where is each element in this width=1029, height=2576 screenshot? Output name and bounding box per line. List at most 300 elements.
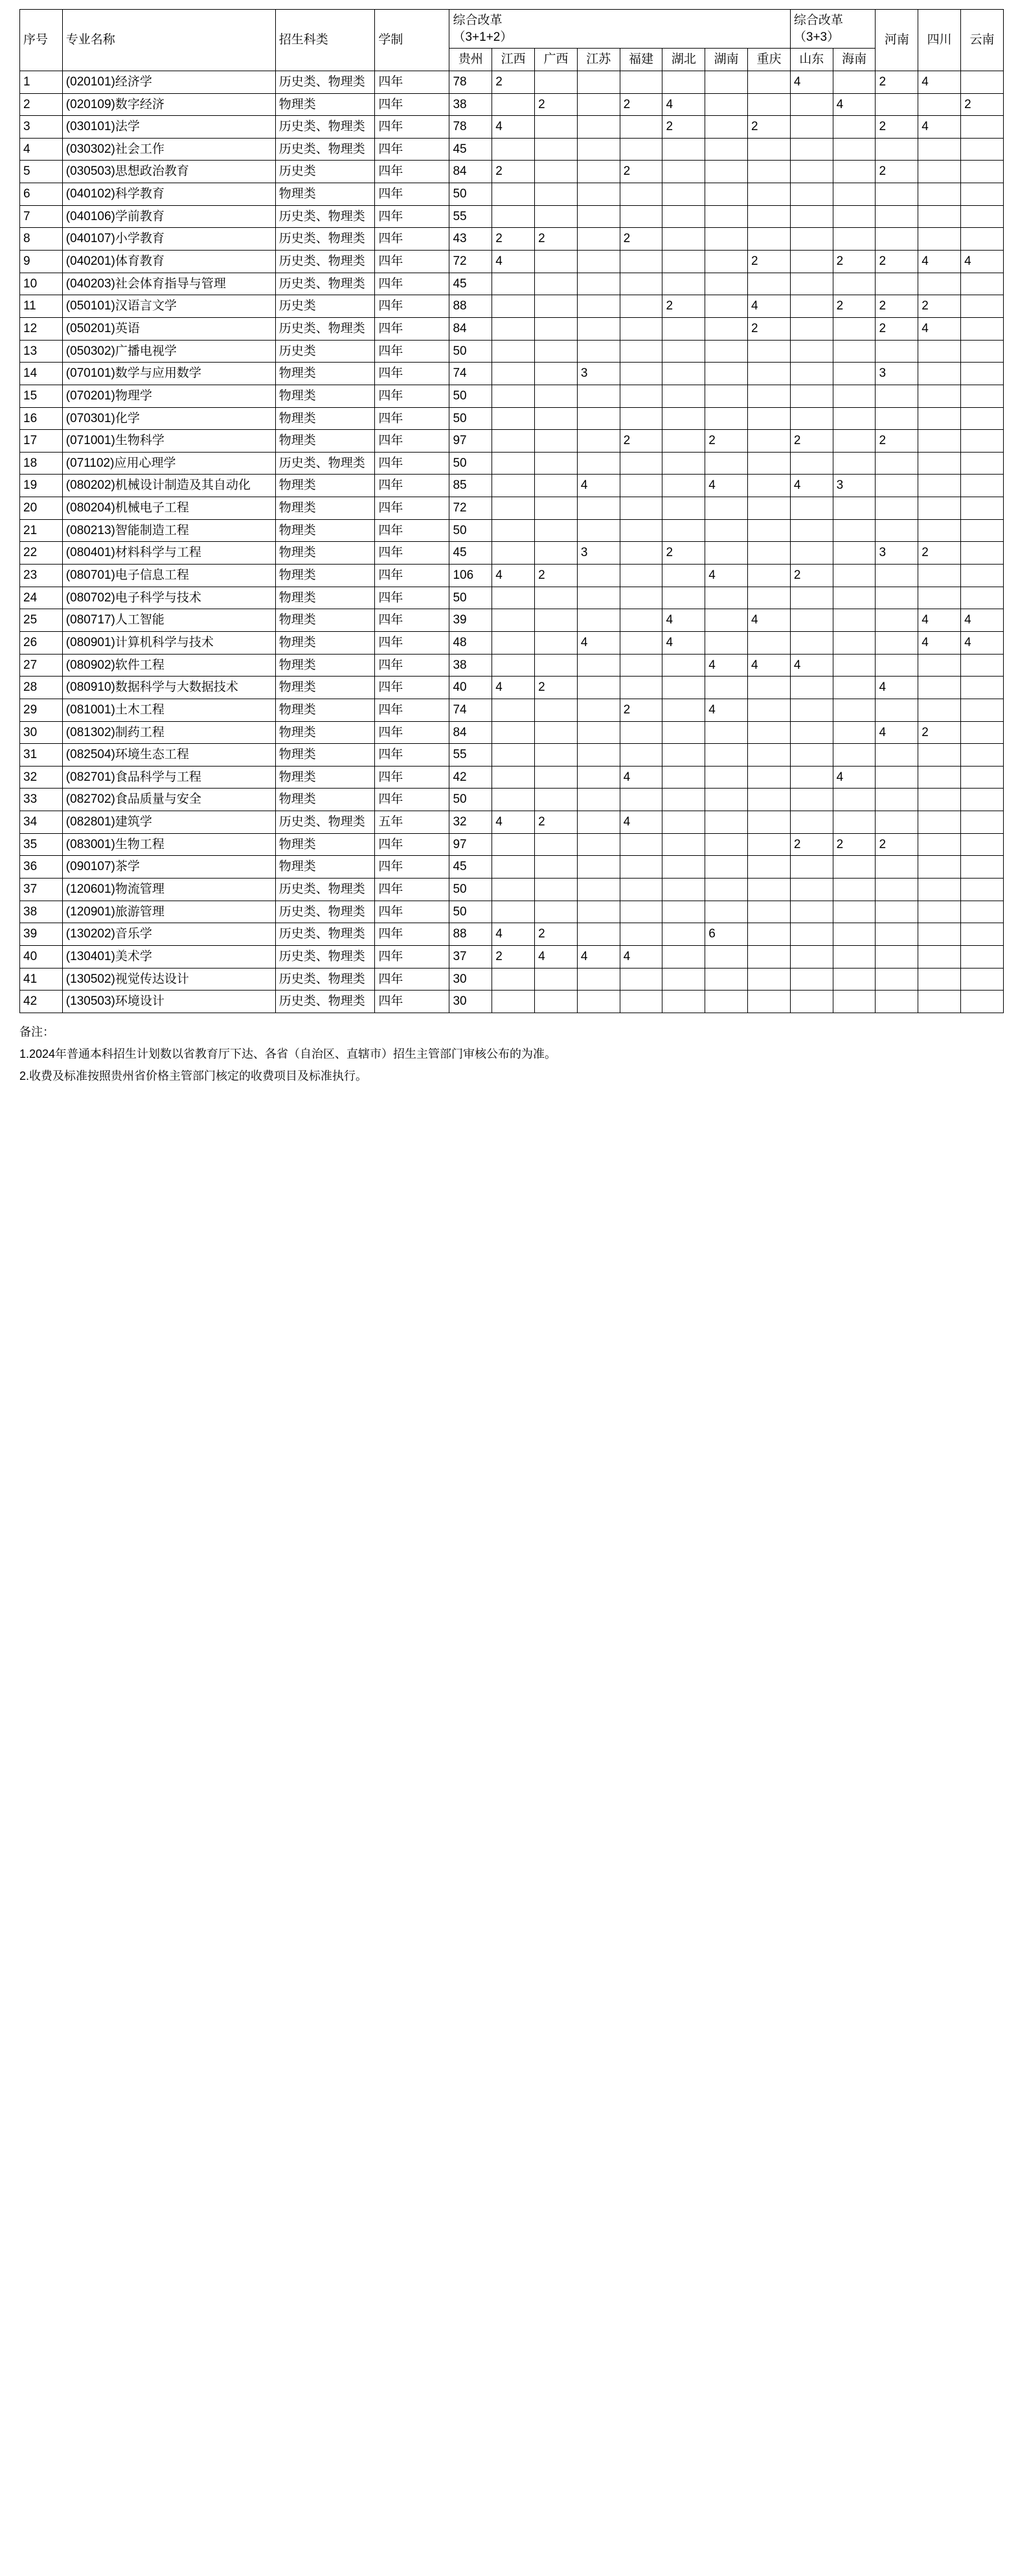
row-plan-guangxi bbox=[535, 856, 578, 879]
row-plan-yunnan bbox=[961, 856, 1004, 879]
row-plan-hainan bbox=[833, 811, 876, 834]
row-plan-henan bbox=[876, 587, 918, 609]
row-plan-sichuan bbox=[918, 340, 961, 363]
row-plan-fujian bbox=[620, 587, 662, 609]
row-plan-sichuan bbox=[918, 766, 961, 789]
row-plan-hubei bbox=[662, 340, 705, 363]
row-plan-yunnan bbox=[961, 340, 1004, 363]
row-plan-shandong bbox=[790, 856, 833, 879]
row-plan-guangxi bbox=[535, 363, 578, 385]
row-plan-guangxi bbox=[535, 789, 578, 811]
header-province-hunan: 湖南 bbox=[705, 49, 748, 71]
row-plan-hainan bbox=[833, 363, 876, 385]
row-plan-shandong bbox=[790, 273, 833, 295]
row-plan-hainan bbox=[833, 183, 876, 206]
header-province-guizhou: 贵州 bbox=[449, 49, 492, 71]
row-plan-jiangsu bbox=[577, 744, 620, 767]
row-plan-henan bbox=[876, 609, 918, 632]
row-plan-hubei bbox=[662, 430, 705, 453]
row-plan-jiangxi bbox=[492, 340, 535, 363]
row-plan-henan: 2 bbox=[876, 833, 918, 856]
row-plan-sichuan bbox=[918, 744, 961, 767]
row-plan-jiangxi bbox=[492, 609, 535, 632]
row-plan-hunan bbox=[705, 609, 748, 632]
row-years: 四年 bbox=[375, 452, 449, 475]
row-plan-guizhou: 50 bbox=[449, 452, 492, 475]
row-plan-hunan bbox=[705, 542, 748, 565]
row-plan-chongqing bbox=[748, 766, 791, 789]
row-plan-yunnan bbox=[961, 519, 1004, 542]
row-plan-hubei bbox=[662, 251, 705, 273]
row-plan-sichuan bbox=[918, 93, 961, 116]
row-plan-guizhou: 50 bbox=[449, 789, 492, 811]
row-plan-yunnan: 2 bbox=[961, 93, 1004, 116]
row-plan-yunnan bbox=[961, 766, 1004, 789]
row-plan-guangxi bbox=[535, 542, 578, 565]
row-seq: 41 bbox=[20, 968, 63, 991]
row-plan-jiangsu bbox=[577, 519, 620, 542]
row-years: 四年 bbox=[375, 587, 449, 609]
row-subject: 历史类 bbox=[275, 295, 375, 318]
row-plan-hainan bbox=[833, 923, 876, 946]
row-plan-hainan: 3 bbox=[833, 475, 876, 497]
table-row bbox=[20, 721, 1004, 744]
row-major: (080717)人工智能 bbox=[62, 609, 275, 632]
row-plan-yunnan: 4 bbox=[961, 609, 1004, 632]
row-plan-yunnan bbox=[961, 273, 1004, 295]
row-plan-yunnan bbox=[961, 587, 1004, 609]
row-plan-chongqing bbox=[748, 631, 791, 654]
row-plan-fujian bbox=[620, 363, 662, 385]
row-plan-hunan bbox=[705, 385, 748, 407]
row-subject: 物理类 bbox=[275, 93, 375, 116]
row-years: 四年 bbox=[375, 205, 449, 228]
row-plan-fujian: 2 bbox=[620, 161, 662, 183]
row-plan-jiangsu bbox=[577, 699, 620, 721]
row-seq: 29 bbox=[20, 699, 63, 721]
row-plan-guangxi bbox=[535, 699, 578, 721]
row-subject: 物理类 bbox=[275, 519, 375, 542]
row-plan-henan bbox=[876, 901, 918, 923]
table-row bbox=[20, 968, 1004, 991]
row-seq: 25 bbox=[20, 609, 63, 632]
row-plan-guizhou: 32 bbox=[449, 811, 492, 834]
row-plan-sichuan bbox=[918, 811, 961, 834]
table-row bbox=[20, 317, 1004, 340]
row-plan-shandong bbox=[790, 811, 833, 834]
row-subject: 历史类、物理类 bbox=[275, 811, 375, 834]
row-seq: 21 bbox=[20, 519, 63, 542]
row-plan-chongqing bbox=[748, 519, 791, 542]
header-group-33 bbox=[790, 10, 876, 49]
row-plan-jiangxi bbox=[492, 273, 535, 295]
row-plan-hunan bbox=[705, 968, 748, 991]
row-plan-yunnan bbox=[961, 363, 1004, 385]
row-plan-hainan bbox=[833, 587, 876, 609]
table-row bbox=[20, 340, 1004, 363]
row-years: 四年 bbox=[375, 945, 449, 968]
row-plan-yunnan bbox=[961, 295, 1004, 318]
table-row bbox=[20, 251, 1004, 273]
row-plan-chongqing: 2 bbox=[748, 251, 791, 273]
row-plan-fujian bbox=[620, 856, 662, 879]
row-plan-jiangsu bbox=[577, 430, 620, 453]
row-plan-chongqing bbox=[748, 991, 791, 1013]
row-plan-chongqing bbox=[748, 205, 791, 228]
row-plan-shandong: 2 bbox=[790, 833, 833, 856]
row-major: (040102)科学教育 bbox=[62, 183, 275, 206]
row-plan-sichuan: 4 bbox=[918, 116, 961, 139]
row-subject: 历史类 bbox=[275, 161, 375, 183]
row-seq: 9 bbox=[20, 251, 63, 273]
row-plan-hubei bbox=[662, 138, 705, 161]
row-plan-jiangsu bbox=[577, 609, 620, 632]
row-plan-jiangxi bbox=[492, 183, 535, 206]
row-plan-hainan bbox=[833, 205, 876, 228]
row-plan-jiangsu bbox=[577, 228, 620, 251]
row-plan-sichuan bbox=[918, 183, 961, 206]
table-row bbox=[20, 923, 1004, 946]
row-plan-chongqing bbox=[748, 430, 791, 453]
row-plan-hubei bbox=[662, 565, 705, 587]
row-plan-henan: 4 bbox=[876, 677, 918, 699]
table-row bbox=[20, 519, 1004, 542]
row-plan-shandong: 2 bbox=[790, 430, 833, 453]
row-plan-shandong bbox=[790, 968, 833, 991]
row-plan-hubei: 4 bbox=[662, 93, 705, 116]
row-plan-yunnan bbox=[961, 452, 1004, 475]
row-plan-henan bbox=[876, 699, 918, 721]
row-plan-hunan bbox=[705, 205, 748, 228]
row-plan-guizhou: 55 bbox=[449, 744, 492, 767]
row-plan-chongqing bbox=[748, 945, 791, 968]
row-years: 四年 bbox=[375, 430, 449, 453]
row-major: (040201)体育教育 bbox=[62, 251, 275, 273]
row-plan-hunan bbox=[705, 116, 748, 139]
row-plan-yunnan bbox=[961, 430, 1004, 453]
row-plan-hunan bbox=[705, 183, 748, 206]
row-plan-guizhou: 84 bbox=[449, 161, 492, 183]
row-years: 四年 bbox=[375, 116, 449, 139]
row-plan-sichuan bbox=[918, 205, 961, 228]
row-major: (020109)数字经济 bbox=[62, 93, 275, 116]
row-plan-jiangxi bbox=[492, 205, 535, 228]
row-plan-jiangxi bbox=[492, 385, 535, 407]
row-major: (050101)汉语言文学 bbox=[62, 295, 275, 318]
row-plan-guizhou: 45 bbox=[449, 273, 492, 295]
row-plan-hainan bbox=[833, 565, 876, 587]
table-row bbox=[20, 609, 1004, 632]
row-plan-henan: 4 bbox=[876, 721, 918, 744]
header-province-jiangsu: 江苏 bbox=[577, 49, 620, 71]
row-years: 四年 bbox=[375, 565, 449, 587]
row-plan-sichuan: 2 bbox=[918, 721, 961, 744]
row-plan-yunnan: 4 bbox=[961, 251, 1004, 273]
row-plan-hunan bbox=[705, 71, 748, 93]
row-plan-shandong bbox=[790, 228, 833, 251]
row-plan-jiangsu bbox=[577, 295, 620, 318]
row-years: 四年 bbox=[375, 744, 449, 767]
notes-block bbox=[19, 1021, 1029, 1088]
row-major: (080902)软件工程 bbox=[62, 654, 275, 677]
row-plan-henan bbox=[876, 407, 918, 430]
row-subject: 历史类、物理类 bbox=[275, 71, 375, 93]
table-row bbox=[20, 945, 1004, 968]
row-plan-hainan: 2 bbox=[833, 295, 876, 318]
row-seq: 27 bbox=[20, 654, 63, 677]
row-plan-guangxi bbox=[535, 721, 578, 744]
row-plan-sichuan bbox=[918, 519, 961, 542]
row-plan-fujian bbox=[620, 295, 662, 318]
notes-title: 备注： bbox=[19, 1025, 54, 1038]
row-plan-guangxi bbox=[535, 251, 578, 273]
row-years: 四年 bbox=[375, 923, 449, 946]
row-years: 四年 bbox=[375, 273, 449, 295]
row-plan-guangxi bbox=[535, 631, 578, 654]
row-seq: 32 bbox=[20, 766, 63, 789]
row-plan-guangxi bbox=[535, 833, 578, 856]
row-plan-yunnan bbox=[961, 833, 1004, 856]
row-plan-sichuan bbox=[918, 587, 961, 609]
row-plan-hunan bbox=[705, 452, 748, 475]
row-plan-jiangxi bbox=[492, 497, 535, 520]
row-plan-henan: 2 bbox=[876, 430, 918, 453]
table-body bbox=[20, 71, 1004, 1013]
row-plan-yunnan bbox=[961, 317, 1004, 340]
row-plan-henan bbox=[876, 565, 918, 587]
row-plan-guizhou: 30 bbox=[449, 968, 492, 991]
row-plan-hunan bbox=[705, 587, 748, 609]
table-row bbox=[20, 228, 1004, 251]
row-major: (082801)建筑学 bbox=[62, 811, 275, 834]
row-plan-hunan bbox=[705, 991, 748, 1013]
row-subject: 历史类、物理类 bbox=[275, 228, 375, 251]
row-major: (030101)法学 bbox=[62, 116, 275, 139]
row-plan-sichuan bbox=[918, 138, 961, 161]
row-plan-fujian bbox=[620, 789, 662, 811]
row-plan-chongqing bbox=[748, 923, 791, 946]
row-plan-fujian bbox=[620, 251, 662, 273]
row-plan-guangxi bbox=[535, 609, 578, 632]
row-plan-sichuan: 4 bbox=[918, 631, 961, 654]
row-plan-hainan: 4 bbox=[833, 766, 876, 789]
header-row-1 bbox=[20, 10, 1004, 49]
row-plan-jiangxi bbox=[492, 766, 535, 789]
row-plan-yunnan bbox=[961, 407, 1004, 430]
row-plan-yunnan bbox=[961, 968, 1004, 991]
row-plan-jiangsu bbox=[577, 811, 620, 834]
row-plan-hainan bbox=[833, 497, 876, 520]
row-plan-guangxi bbox=[535, 744, 578, 767]
row-subject: 物理类 bbox=[275, 654, 375, 677]
row-plan-guangxi: 2 bbox=[535, 93, 578, 116]
row-major: (050201)英语 bbox=[62, 317, 275, 340]
row-plan-shandong bbox=[790, 789, 833, 811]
row-plan-guangxi bbox=[535, 991, 578, 1013]
row-plan-yunnan bbox=[961, 811, 1004, 834]
row-major: (040203)社会体育指导与管理 bbox=[62, 273, 275, 295]
row-plan-henan bbox=[876, 205, 918, 228]
row-subject: 历史类、物理类 bbox=[275, 901, 375, 923]
row-major: (020101)经济学 bbox=[62, 71, 275, 93]
table-header bbox=[20, 10, 1004, 71]
table-row bbox=[20, 385, 1004, 407]
row-plan-fujian: 4 bbox=[620, 766, 662, 789]
row-plan-guangxi: 2 bbox=[535, 811, 578, 834]
row-major: (080213)智能制造工程 bbox=[62, 519, 275, 542]
row-plan-fujian bbox=[620, 475, 662, 497]
row-plan-sichuan bbox=[918, 654, 961, 677]
row-plan-chongqing: 4 bbox=[748, 654, 791, 677]
row-plan-chongqing bbox=[748, 407, 791, 430]
header-group-33-line2: （3+3） bbox=[793, 30, 840, 44]
row-plan-hunan bbox=[705, 856, 748, 879]
row-plan-henan bbox=[876, 138, 918, 161]
row-plan-hubei bbox=[662, 519, 705, 542]
row-plan-jiangsu bbox=[577, 856, 620, 879]
row-plan-chongqing bbox=[748, 385, 791, 407]
row-plan-chongqing bbox=[748, 161, 791, 183]
row-plan-sichuan bbox=[918, 273, 961, 295]
row-plan-jiangsu bbox=[577, 789, 620, 811]
row-plan-yunnan: 4 bbox=[961, 631, 1004, 654]
row-plan-shandong: 4 bbox=[790, 654, 833, 677]
row-plan-shandong bbox=[790, 317, 833, 340]
header-province-sichuan: 四川 bbox=[918, 10, 961, 71]
row-plan-jiangxi: 4 bbox=[492, 251, 535, 273]
row-plan-fujian bbox=[620, 452, 662, 475]
row-plan-sichuan bbox=[918, 430, 961, 453]
row-plan-guangxi bbox=[535, 968, 578, 991]
row-plan-hainan bbox=[833, 519, 876, 542]
notes-line-1: 1.2024年普通本科招生计划数以省教育厅下达、各省（自治区、直辖市）招生主管部门审核公布的为准。 bbox=[19, 1047, 557, 1061]
admission-plan-page bbox=[0, 9, 1029, 1087]
row-plan-guangxi bbox=[535, 901, 578, 923]
row-plan-hainan bbox=[833, 609, 876, 632]
row-plan-chongqing bbox=[748, 878, 791, 901]
row-plan-shandong bbox=[790, 945, 833, 968]
row-plan-henan: 3 bbox=[876, 542, 918, 565]
row-plan-jiangsu bbox=[577, 71, 620, 93]
table-row bbox=[20, 766, 1004, 789]
row-plan-fujian bbox=[620, 654, 662, 677]
row-plan-fujian bbox=[620, 901, 662, 923]
row-plan-jiangxi bbox=[492, 878, 535, 901]
row-plan-jiangxi bbox=[492, 430, 535, 453]
row-plan-shandong bbox=[790, 340, 833, 363]
row-plan-chongqing bbox=[748, 475, 791, 497]
row-plan-jiangsu bbox=[577, 497, 620, 520]
row-major: (050302)广播电视学 bbox=[62, 340, 275, 363]
row-subject: 历史类、物理类 bbox=[275, 205, 375, 228]
row-seq: 35 bbox=[20, 833, 63, 856]
row-years: 四年 bbox=[375, 407, 449, 430]
row-plan-sichuan bbox=[918, 699, 961, 721]
row-plan-hainan bbox=[833, 71, 876, 93]
row-plan-henan bbox=[876, 945, 918, 968]
header-group-312 bbox=[449, 10, 790, 49]
row-plan-fujian bbox=[620, 565, 662, 587]
row-subject: 物理类 bbox=[275, 856, 375, 879]
table-row bbox=[20, 677, 1004, 699]
row-subject: 历史类、物理类 bbox=[275, 968, 375, 991]
row-seq: 16 bbox=[20, 407, 63, 430]
row-plan-guizhou: 50 bbox=[449, 183, 492, 206]
table-row bbox=[20, 878, 1004, 901]
row-major: (083001)生物工程 bbox=[62, 833, 275, 856]
row-plan-guizhou: 30 bbox=[449, 991, 492, 1013]
row-plan-sichuan bbox=[918, 452, 961, 475]
row-plan-guangxi bbox=[535, 317, 578, 340]
row-plan-yunnan bbox=[961, 945, 1004, 968]
row-plan-guizhou: 45 bbox=[449, 856, 492, 879]
row-subject: 历史类、物理类 bbox=[275, 878, 375, 901]
row-plan-shandong bbox=[790, 766, 833, 789]
table-row bbox=[20, 71, 1004, 93]
row-plan-guizhou: 50 bbox=[449, 901, 492, 923]
row-major: (130202)音乐学 bbox=[62, 923, 275, 946]
row-plan-guizhou: 45 bbox=[449, 138, 492, 161]
row-plan-jiangsu bbox=[577, 878, 620, 901]
row-plan-hubei bbox=[662, 677, 705, 699]
row-seq: 12 bbox=[20, 317, 63, 340]
row-plan-hainan bbox=[833, 654, 876, 677]
row-plan-shandong bbox=[790, 587, 833, 609]
row-plan-sichuan bbox=[918, 363, 961, 385]
row-plan-jiangxi bbox=[492, 93, 535, 116]
row-plan-yunnan bbox=[961, 901, 1004, 923]
row-plan-shandong bbox=[790, 138, 833, 161]
row-plan-hainan bbox=[833, 385, 876, 407]
row-plan-jiangxi bbox=[492, 901, 535, 923]
row-plan-sichuan: 4 bbox=[918, 251, 961, 273]
row-plan-hubei bbox=[662, 833, 705, 856]
row-plan-guangxi bbox=[535, 340, 578, 363]
row-plan-guizhou: 38 bbox=[449, 654, 492, 677]
row-plan-guizhou: 85 bbox=[449, 475, 492, 497]
row-years: 四年 bbox=[375, 317, 449, 340]
row-seq: 18 bbox=[20, 452, 63, 475]
row-plan-sichuan: 4 bbox=[918, 71, 961, 93]
row-plan-hainan bbox=[833, 878, 876, 901]
row-plan-jiangxi: 2 bbox=[492, 228, 535, 251]
table-row bbox=[20, 901, 1004, 923]
row-plan-fujian bbox=[620, 340, 662, 363]
row-plan-hainan: 4 bbox=[833, 93, 876, 116]
row-plan-fujian bbox=[620, 138, 662, 161]
row-plan-chongqing bbox=[748, 699, 791, 721]
row-plan-chongqing bbox=[748, 587, 791, 609]
row-subject: 历史类、物理类 bbox=[275, 273, 375, 295]
row-plan-fujian: 4 bbox=[620, 811, 662, 834]
row-plan-fujian bbox=[620, 183, 662, 206]
row-subject: 物理类 bbox=[275, 497, 375, 520]
row-plan-jiangxi bbox=[492, 295, 535, 318]
row-plan-jiangsu bbox=[577, 991, 620, 1013]
row-plan-jiangxi: 2 bbox=[492, 71, 535, 93]
row-seq: 24 bbox=[20, 587, 63, 609]
row-years: 四年 bbox=[375, 251, 449, 273]
row-major: (040107)小学教育 bbox=[62, 228, 275, 251]
row-plan-chongqing bbox=[748, 273, 791, 295]
row-plan-henan bbox=[876, 991, 918, 1013]
row-major: (030503)思想政治教育 bbox=[62, 161, 275, 183]
row-plan-jiangxi: 2 bbox=[492, 161, 535, 183]
row-plan-fujian bbox=[620, 631, 662, 654]
row-plan-hunan bbox=[705, 766, 748, 789]
row-seq: 22 bbox=[20, 542, 63, 565]
row-plan-shandong bbox=[790, 901, 833, 923]
